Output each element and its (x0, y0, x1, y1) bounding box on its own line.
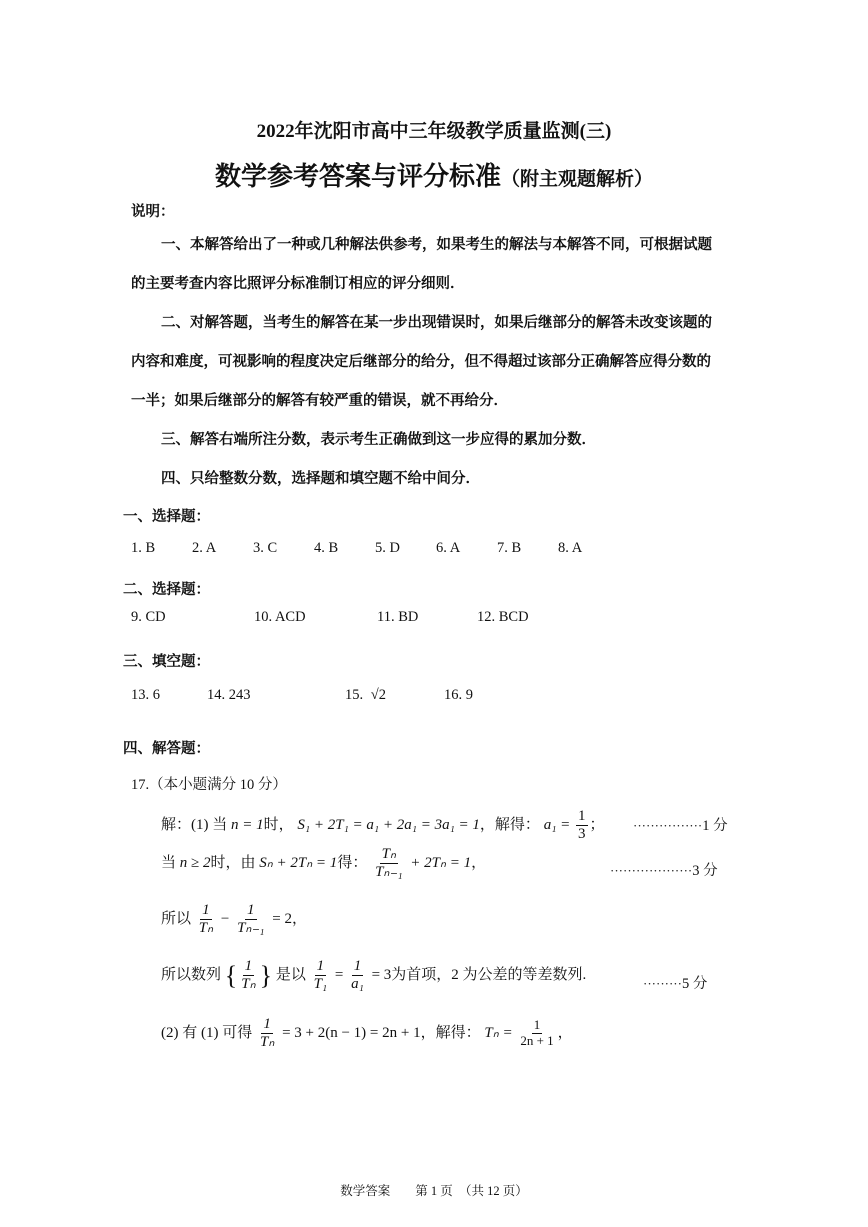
solution-line-3 (161, 902, 307, 938)
answer-10: 10. ACD (254, 609, 306, 625)
note-1-line-2: 的主要考查内容比照评分标准制订相应的评分细则． (131, 276, 465, 292)
s1-n-eq-1: n = 1 (231, 817, 264, 834)
s1-equation: S₁ + 2T₁ = a₁ + 2a₁ = 3a₁ = 1 (297, 817, 480, 834)
s2-prefix: 当 (161, 855, 177, 872)
s1-mid: 时， (263, 817, 294, 834)
answer-15-label: 15. (345, 687, 364, 703)
subtitle-note: （附主观题解析） (501, 168, 654, 190)
fraction-numerator: 1 (261, 1016, 273, 1034)
s4-fraction-1 (312, 958, 330, 994)
answer-13: 13. 6 (131, 687, 160, 703)
answer-15 (345, 687, 386, 704)
answer-9: 9. CD (131, 609, 166, 625)
s3-end: ， (291, 911, 307, 928)
answer-11: 11. BD (377, 609, 419, 625)
s3-prefix: 所以 (161, 911, 192, 928)
s4-prefix: 所以数列 (161, 967, 222, 984)
answer-6: 6. A (436, 540, 461, 556)
section-1-heading: 一、选择题： (123, 509, 210, 525)
note-3: 三、解答右端所注分数，表示考生正确做到这一步应得的累加分数． (161, 432, 596, 448)
question-17-header: 17.（本小题满分 10 分） (131, 777, 287, 793)
solution-line-4 (161, 958, 586, 994)
s5-prefix: (2) 有 (1) 可得 (161, 1025, 253, 1042)
note-2-line-1: 二、对解答题，当考生的解答在某一步出现错误时，如果后继部分的解答未改变该题的 (161, 315, 712, 331)
s4-sequence-fraction (239, 958, 257, 994)
s5-rest: = 3 + 2(n − 1) = 2n + 1 (282, 1025, 421, 1042)
score-leader-dots: ··················· (610, 863, 693, 878)
section-3-heading: 三、填空题： (123, 654, 210, 670)
solution-line-2 (161, 846, 486, 882)
page-footer: 数学答案 第 1 页 （共 12 页） (340, 1184, 528, 1198)
s4-equals: = (334, 967, 344, 984)
subtitle-main: 数学参考答案与评分标准 (214, 162, 501, 192)
s1-solve: ，解得： (479, 817, 540, 834)
score-5 (643, 972, 707, 993)
score-leader-dots: ················ (633, 818, 703, 833)
s4-fraction-2 (349, 958, 366, 994)
solution-line-1 (161, 808, 605, 844)
answer-5: 5. D (375, 540, 400, 556)
s5-fraction (258, 1016, 276, 1052)
left-brace: { (224, 960, 238, 990)
document-title: 2022年沈阳市高中三年级教学质量监测(三) (256, 121, 612, 142)
s5-result: Tₙ = (484, 1025, 513, 1042)
answer-15-value: √2 (370, 687, 386, 703)
score-5-text: 5 分 (681, 976, 708, 992)
s5-end: ， (557, 1025, 573, 1042)
fraction-denominator: Tₙ (198, 920, 214, 937)
note-2-line-2: 内容和难度，可视影响的程度决定后继部分的给分，但不得超过该部分正确解答应得分数的 (131, 354, 711, 370)
fraction-numerator: 1 (315, 958, 327, 976)
fraction-numerator: 1 (576, 808, 588, 826)
answer-3: 3. C (253, 540, 278, 556)
fraction-denominator: Tₙ (241, 976, 256, 993)
s2-fraction (373, 846, 404, 882)
s1-end: ； (589, 817, 605, 834)
right-brace: } (259, 960, 273, 990)
solution-line-5 (161, 1016, 573, 1052)
s3-fraction-2 (235, 902, 266, 938)
document-subtitle (0, 156, 868, 193)
answer-8: 8. A (558, 540, 583, 556)
note-1-line-1: 一、本解答给出了一种或几种解法供参考，如果考生的解法与本解答不同，可根据试题 (161, 237, 712, 253)
score-3 (610, 859, 718, 880)
s1-prefix: 解：(1) 当 (161, 817, 228, 834)
s2-equation: Sₙ + 2Tₙ = 1 (259, 855, 338, 872)
fraction-denominator: 2n + 1 (520, 1033, 554, 1049)
s2-get: 得： (337, 855, 368, 872)
s2-condition: n ≥ 2 (179, 855, 211, 872)
fraction-denominator: Tₙ₋₁ (237, 920, 265, 937)
fraction-denominator: Tₙ (259, 1034, 275, 1051)
fraction-denominator: Tₙ₋₁ (375, 864, 403, 881)
answer-14: 14. 243 (207, 687, 251, 703)
fraction-denominator: T₁ (313, 976, 328, 993)
note-2-line-3: 一半；如果后继部分的解答有较严重的错误，就不再给分． (131, 393, 508, 409)
section-2-heading: 二、选择题： (123, 582, 210, 598)
answer-12: 12. BCD (477, 609, 529, 625)
s2-rest: + 2Tₙ = 1 (410, 855, 472, 872)
fraction-denominator: a₁ (351, 976, 364, 993)
fraction-numerator: Tₙ (380, 846, 398, 864)
answer-2: 2. A (192, 540, 217, 556)
s3-minus: − (220, 911, 230, 928)
section-4-heading: 四、解答题： (123, 741, 210, 757)
s4-mid: 是以 (275, 967, 306, 984)
answer-7: 7. B (497, 540, 522, 556)
answer-4: 4. B (314, 540, 339, 556)
answer-1: 1. B (131, 540, 156, 556)
fraction-numerator: 1 (243, 958, 255, 976)
score-1 (633, 814, 728, 835)
fraction-numerator: 1 (200, 902, 212, 920)
score-1-text: 1 分 (702, 818, 728, 834)
s5-solve: ，解得： (420, 1025, 481, 1042)
s1-result-fraction (576, 808, 588, 844)
s2-end: ， (471, 855, 487, 872)
notes-heading: 说明： (131, 204, 175, 220)
note-4: 四、只给整数分数，选择题和填空题不给中间分． (161, 471, 480, 487)
s4-end: 为首项，2 为公差的等差数列. (391, 967, 587, 984)
s5-result-fraction (518, 1018, 555, 1049)
answer-16: 16. 9 (444, 687, 473, 703)
fraction-denominator: 3 (578, 826, 586, 843)
s1-result: a₁ = (543, 817, 571, 834)
fraction-numerator: 1 (533, 1017, 541, 1033)
s4-rest: = 3 (371, 967, 392, 984)
fraction-numerator: 1 (245, 902, 257, 920)
fraction-numerator: 1 (352, 958, 364, 976)
score-3-text: 3 分 (692, 863, 718, 879)
s3-rest: = 2 (272, 911, 292, 928)
s2-mid: 时，由 (210, 855, 256, 872)
s3-fraction-1 (197, 902, 215, 938)
score-leader-dots: ········· (643, 976, 682, 991)
